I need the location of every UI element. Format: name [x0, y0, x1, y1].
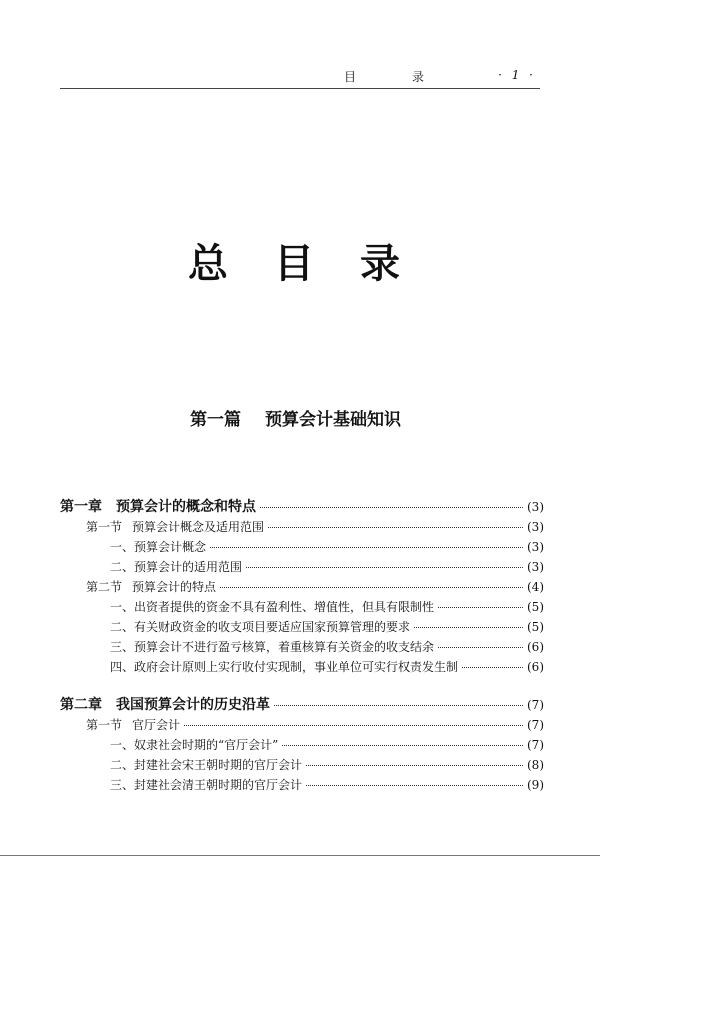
toc-entry-label: 第二节 — [86, 580, 123, 594]
toc-entry-label: 第一节 — [86, 718, 123, 732]
running-head-title: 目 录 — [344, 70, 447, 84]
toc-entry-title: 预算会计概念及适用范围 — [132, 520, 265, 534]
dot-leader — [306, 765, 523, 766]
toc-entry-page-number: (6) — [527, 660, 544, 674]
toc-entry-title: 三、封建社会清王朝时期的官厅会计 — [110, 778, 303, 792]
toc-chapter-entry[interactable] — [60, 694, 544, 716]
toc-entry-label: 第一章 — [60, 499, 102, 515]
running-head — [60, 62, 540, 89]
toc-item-entry[interactable] — [60, 538, 544, 558]
toc-entry-page-number: (3) — [527, 540, 544, 554]
toc-entry-title: 一、奴隶社会时期的“官厅会计” — [110, 738, 279, 752]
dot-leader — [438, 647, 523, 648]
part-heading — [190, 405, 401, 430]
toc-item-entry[interactable] — [60, 776, 544, 796]
dot-leader — [246, 567, 523, 568]
part-title: 预算会计基础知识 — [265, 410, 401, 430]
dot-leader — [438, 607, 523, 608]
toc-entry-title: 二、有关财政资金的收支项目要适应国家预算管理的要求 — [110, 620, 411, 634]
dot-leader — [274, 705, 523, 706]
dot-leader — [260, 507, 523, 508]
toc-entry-title: 二、封建社会宋王朝时期的官厅会计 — [110, 758, 303, 772]
toc-entry-page-number: (7) — [527, 698, 544, 712]
toc-chapter-entry[interactable] — [60, 496, 544, 518]
toc-entry-page-number: (5) — [527, 600, 544, 614]
toc-section-entry[interactable] — [60, 716, 544, 736]
toc-entry-page-number: (5) — [527, 620, 544, 634]
dot-leader — [268, 527, 523, 528]
toc-entry-page-number: (3) — [527, 500, 544, 514]
toc-item-entry[interactable] — [60, 638, 544, 658]
toc-entry-title: 我国预算会计的历史沿革 — [116, 697, 270, 713]
toc-entry-title: 一、预算会计概念 — [110, 540, 207, 554]
table-of-contents — [60, 496, 544, 796]
toc-entry-page-number: (3) — [527, 560, 544, 574]
toc-entry-title: 官厅会计 — [132, 718, 181, 732]
toc-entry-title: 二、预算会计的适用范围 — [110, 560, 243, 574]
toc-section-entry[interactable] — [60, 578, 544, 598]
toc-entry-title: 一、出资者提供的资金不具有盈利性、增值性，但具有限制性 — [110, 600, 435, 614]
toc-entry-title: 四、政府会计原则上实行收付实现制，事业单位可实行权责发生制 — [110, 660, 459, 674]
main-title: 总目录 — [188, 241, 446, 287]
toc-entry-title: 预算会计的特点 — [132, 580, 217, 594]
chapter-spacer — [60, 678, 544, 694]
dot-leader — [210, 547, 523, 548]
toc-entry-label: 第一节 — [86, 520, 123, 534]
dot-leader — [220, 587, 523, 588]
dot-leader — [306, 785, 523, 786]
toc-entry-page-number: (8) — [527, 758, 544, 772]
toc-item-entry[interactable] — [60, 658, 544, 678]
dot-leader — [282, 745, 523, 746]
toc-entry-page-number: (7) — [527, 738, 544, 752]
running-head-page-number: · 1 · — [498, 68, 536, 82]
toc-item-entry[interactable] — [60, 618, 544, 638]
toc-entry-page-number: (7) — [527, 718, 544, 732]
part-label: 第一篇 — [190, 410, 241, 430]
toc-entry-label: 第二章 — [60, 697, 102, 713]
toc-entry-page-number: (3) — [527, 520, 544, 534]
toc-entry-title: 三、预算会计不进行盈亏核算，着重核算有关资金的收支结余 — [110, 640, 435, 654]
toc-item-entry[interactable] — [60, 598, 544, 618]
bottom-rule — [0, 855, 600, 856]
toc-entry-page-number: (6) — [527, 640, 544, 654]
toc-entry-page-number: (9) — [527, 778, 544, 792]
toc-item-entry[interactable] — [60, 558, 544, 578]
toc-item-entry[interactable] — [60, 756, 544, 776]
toc-entry-title: 预算会计的概念和特点 — [116, 499, 256, 515]
toc-section-entry[interactable] — [60, 518, 544, 538]
toc-entry-page-number: (4) — [527, 580, 544, 594]
dot-leader — [184, 725, 523, 726]
toc-item-entry[interactable] — [60, 736, 544, 756]
dot-leader — [414, 627, 523, 628]
dot-leader — [462, 667, 523, 668]
